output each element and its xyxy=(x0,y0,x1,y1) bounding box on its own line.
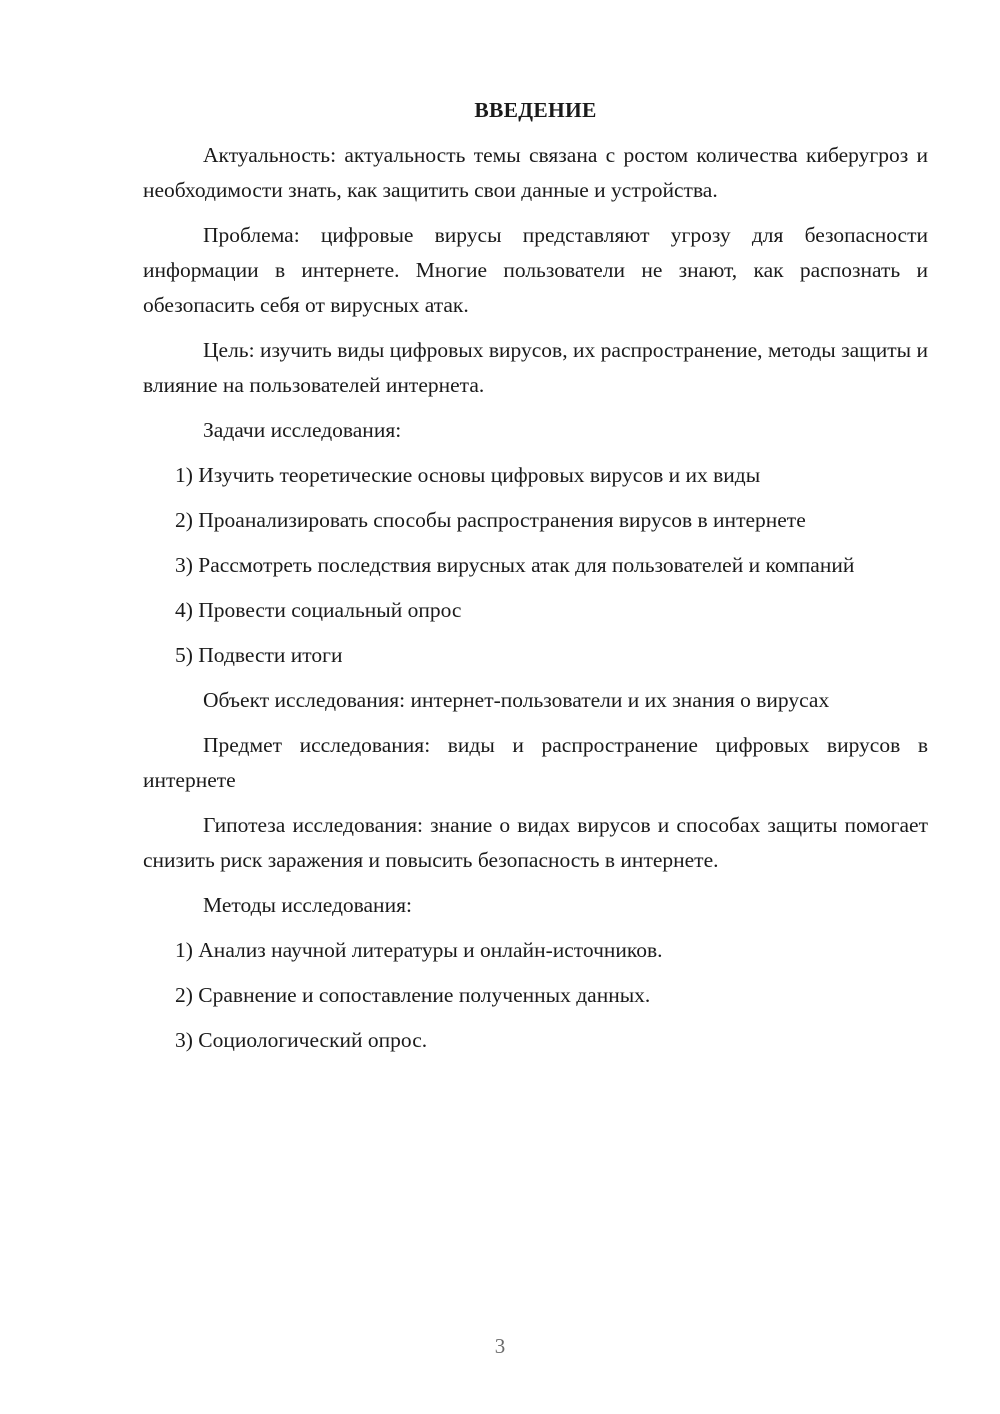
task-item: 4) Провести социальный опрос xyxy=(175,598,462,622)
method-item: 3) Социологический опрос. xyxy=(175,1028,428,1052)
task-item: 3) Рассмотреть последствия вирусных атак для пользователей и компаний xyxy=(175,553,855,577)
goal-paragraph: Цель: изучить виды цифровых вирусов, их распространение, методы защиты и влияние на пользователей интернета. xyxy=(143,338,928,397)
subject-paragraph: Предмет исследования: виды и распространение цифровых вирусов в интернете xyxy=(143,733,928,792)
task-item: 2) Проанализировать способы распространения вирусов в интернете xyxy=(175,508,806,532)
relevance-paragraph: Актуальность: актуальность темы связана с ростом количества киберугроз и необходимости знать, как защитить свои данные и устройства. xyxy=(143,143,928,202)
method-item: 1) Анализ научной литературы и онлайн-источников. xyxy=(175,938,663,962)
problem-paragraph: Проблема: цифровые вирусы представляют угрозу для безопасности информации в интернете. Многие пользователи не знают, как распознать и обезопасить себя от вирусных атак. xyxy=(143,223,928,317)
task-item: 5) Подвести итоги xyxy=(175,643,343,667)
methods-title: Методы исследования: xyxy=(203,893,412,917)
page-number: 3 xyxy=(494,1334,506,1358)
method-item: 2) Сравнение и сопоставление полученных данных. xyxy=(175,983,651,1007)
document-page xyxy=(143,95,928,1068)
section-heading: ВВЕДЕНИЕ xyxy=(474,98,597,122)
task-item: 1) Изучить теоретические основы цифровых вирусов и их виды xyxy=(175,463,761,487)
tasks-title: Задачи исследования: xyxy=(203,418,402,442)
object-paragraph: Объект исследования: интернет-пользователи и их знания о вирусах xyxy=(203,688,830,712)
hypothesis-paragraph: Гипотеза исследования: знание о видах вирусов и способах защиты помогает снизить риск заражения и повысить безопасность в интернете. xyxy=(143,813,928,872)
